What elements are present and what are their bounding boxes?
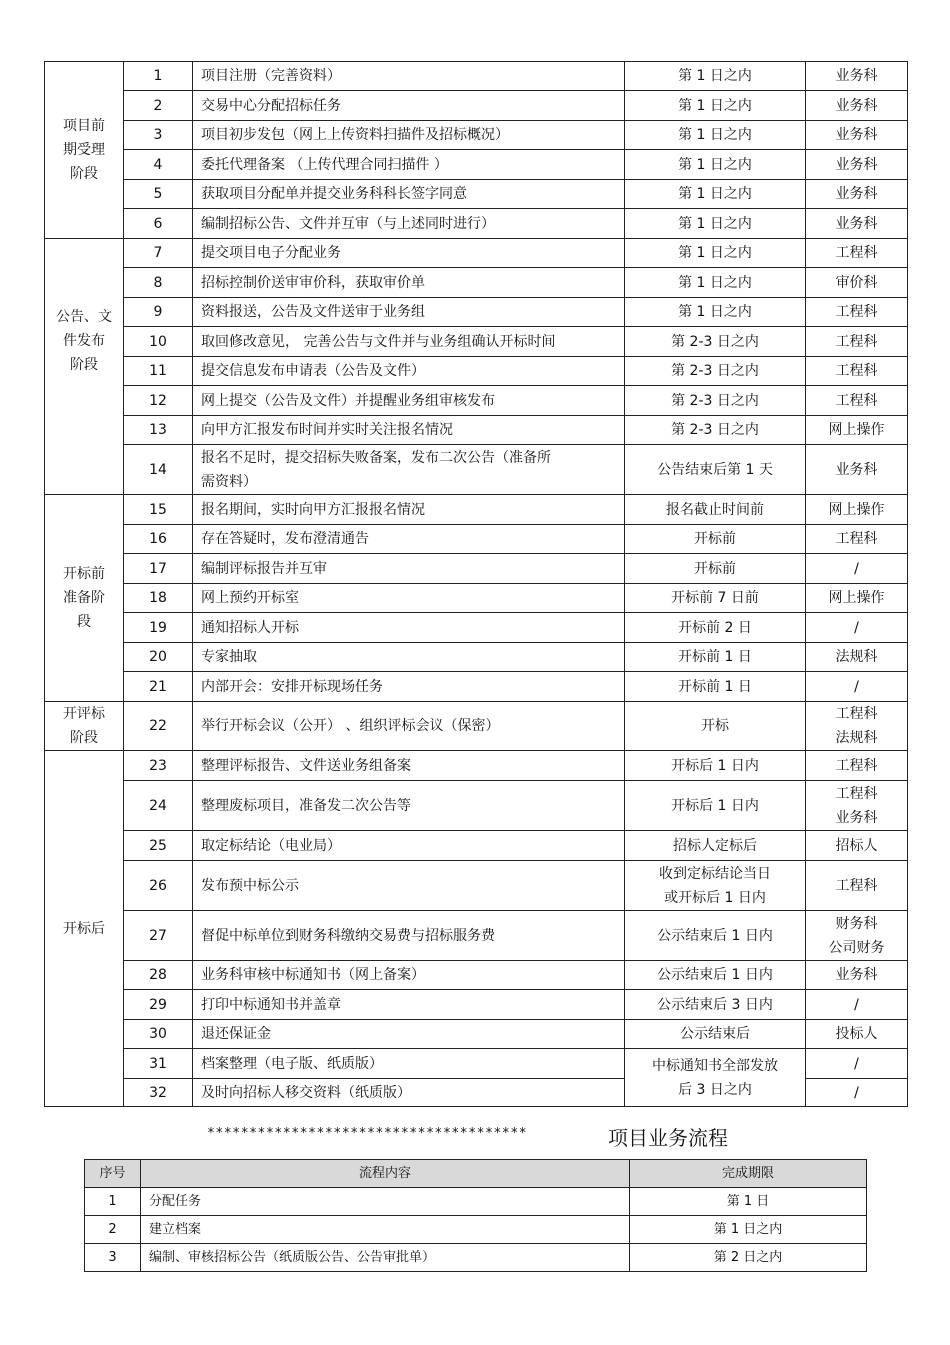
row-period: 第 2-3 日之内: [625, 327, 806, 357]
row-period: 第 1 日之内: [630, 1216, 867, 1244]
row-number: 5: [124, 180, 193, 209]
row-period: 开标前 2 日: [625, 613, 806, 643]
row-content: 督促中标单位到财务科缴纳交易费与招标服务费: [193, 911, 625, 961]
row-content: 报名期间，实时向甲方汇报报名情况: [193, 495, 625, 525]
row-number: 24: [124, 781, 193, 831]
row-dept: 业务科: [806, 91, 908, 121]
row-content: 提交信息发布申请表（公告及文件）: [193, 357, 625, 386]
header-deadline: 完成期限: [630, 1160, 867, 1188]
row-content: 编制招标公告、文件并互审（与上述同时进行）: [193, 209, 625, 239]
row-dept: 工程科: [806, 327, 908, 357]
row-period: 第 2-3 日之内: [625, 416, 806, 445]
stage-cell: 开标前 准备阶 段: [45, 495, 124, 702]
row-number: 22: [124, 702, 193, 751]
row-dept: 工程科: [806, 861, 908, 911]
stage-cell: 开评标 阶段: [45, 702, 124, 751]
row-dept: /: [806, 1079, 908, 1107]
row-dept: /: [806, 554, 908, 584]
row-period: 第 1 日之内: [625, 150, 806, 180]
row-dept: 投标人: [806, 1020, 908, 1049]
row-period: 公示结束后: [625, 1020, 806, 1049]
row-content: 档案整理（电子版、纸质版）: [193, 1049, 625, 1079]
row-content: 内部开会：安排开标现场任务: [193, 672, 625, 702]
row-content: 取定标结论（电业局）: [193, 831, 625, 861]
row-period: 第 2-3 日之内: [625, 357, 806, 386]
row-period: 开标前 7 日前: [625, 584, 806, 613]
row-period: 公示结束后 1 日内: [625, 911, 806, 961]
row-period: 公示结束后 1 日内: [625, 961, 806, 990]
row-number: 15: [124, 495, 193, 525]
row-period: 第 1 日之内: [625, 91, 806, 121]
row-number: 2: [85, 1216, 141, 1244]
row-number: 1: [85, 1188, 141, 1216]
row-number: 7: [124, 239, 193, 268]
header-content: 流程内容: [141, 1160, 630, 1188]
row-content: 整理评标报告、文件送业务组备案: [193, 751, 625, 781]
row-dept: 审价科: [806, 268, 908, 298]
row-content: 网上预约开标室: [193, 584, 625, 613]
header-number: 序号: [85, 1160, 141, 1188]
row-content: 举行开标会议（公开） 、组织评标会议（保密）: [193, 702, 625, 751]
row-content: 通知招标人开标: [193, 613, 625, 643]
row-dept: 网上操作: [806, 584, 908, 613]
row-period: 第 1 日之内: [625, 121, 806, 150]
row-period: 第 1 日之内: [625, 268, 806, 298]
row-dept: 业务科: [806, 62, 908, 91]
row-content: 编制评标报告并互审: [193, 554, 625, 584]
row-number: 2: [124, 91, 193, 121]
row-content: 报名不足时，提交招标失败备案，发布二次公告（准备所 需资料）: [193, 445, 625, 495]
row-content: 取回修改意见， 完善公告与文件并与业务组确认开标时间: [193, 327, 625, 357]
row-dept: 业务科: [806, 445, 908, 495]
row-number: 6: [124, 209, 193, 239]
row-number: 23: [124, 751, 193, 781]
row-content: 分配任务: [141, 1188, 630, 1216]
row-number: 4: [124, 150, 193, 180]
row-content: 及时向招标人移交资料（纸质版）: [193, 1079, 625, 1107]
row-dept: 业务科: [806, 121, 908, 150]
row-dept: 网上操作: [806, 495, 908, 525]
row-number: 30: [124, 1020, 193, 1049]
row-period: 开标前: [625, 554, 806, 584]
row-content: 项目初步发包（网上上传资料扫描件及招标概况）: [193, 121, 625, 150]
row-content: 建立档案: [141, 1216, 630, 1244]
row-content: 发布预中标公示: [193, 861, 625, 911]
row-period: 第 1 日之内: [625, 298, 806, 327]
row-dept: /: [806, 613, 908, 643]
row-period: 开标前: [625, 525, 806, 554]
row-dept: 工程科: [806, 298, 908, 327]
row-dept: /: [806, 990, 908, 1020]
row-content: 获取项目分配单并提交业务科科长签字同意: [193, 180, 625, 209]
row-dept: 工程科: [806, 751, 908, 781]
row-dept: 招标人: [806, 831, 908, 861]
row-period: 开标前 1 日: [625, 672, 806, 702]
row-period: 公告结束后第 1 天: [625, 445, 806, 495]
row-number: 21: [124, 672, 193, 702]
row-period: 中标通知书全部发放 后 3 日之内: [625, 1049, 806, 1107]
row-dept: 财务科 公司财务: [806, 911, 908, 961]
row-number: 3: [124, 121, 193, 150]
row-content: 提交项目电子分配业务: [193, 239, 625, 268]
row-content: 交易中心分配招标任务: [193, 91, 625, 121]
row-number: 13: [124, 416, 193, 445]
row-dept: 工程科: [806, 386, 908, 416]
row-number: 3: [85, 1244, 141, 1272]
row-content: 退还保证金: [193, 1020, 625, 1049]
row-content: 专家抽取: [193, 643, 625, 672]
row-dept: 工程科 法规科: [806, 702, 908, 751]
row-content: 编制、审核招标公告（纸质版公告、公告审批单）: [141, 1244, 630, 1272]
row-number: 25: [124, 831, 193, 861]
row-dept: 工程科: [806, 525, 908, 554]
process-table: [44, 61, 908, 1107]
row-content: 整理废标项目，准备发二次公告等: [193, 781, 625, 831]
row-dept: 网上操作: [806, 416, 908, 445]
row-dept: /: [806, 672, 908, 702]
row-number: 28: [124, 961, 193, 990]
stage-cell: 项目前 期受理 阶段: [45, 62, 124, 239]
row-content: 委托代理备案 （上传代理合同扫描件 ）: [193, 150, 625, 180]
row-number: 12: [124, 386, 193, 416]
row-number: 27: [124, 911, 193, 961]
row-period: 开标后 1 日内: [625, 781, 806, 831]
row-number: 1: [124, 62, 193, 91]
row-period: 第 1 日之内: [625, 239, 806, 268]
row-dept: 工程科: [806, 239, 908, 268]
row-content: 资料报送，公告及文件送审于业务组: [193, 298, 625, 327]
row-period: 第 2-3 日之内: [625, 386, 806, 416]
row-number: 11: [124, 357, 193, 386]
row-dept: /: [806, 1049, 908, 1079]
row-period: 开标: [625, 702, 806, 751]
row-content: 业务科审核中标通知书（网上备案）: [193, 961, 625, 990]
row-content: 打印中标通知书并盖章: [193, 990, 625, 1020]
row-content: 项目注册（完善资料）: [193, 62, 625, 91]
stage-cell: 公告、文 件发布 阶段: [45, 239, 124, 495]
row-number: 17: [124, 554, 193, 584]
section-title: 项目业务流程: [608, 1126, 728, 1150]
row-dept: 业务科: [806, 961, 908, 990]
row-number: 10: [124, 327, 193, 357]
row-period: 第 1 日之内: [625, 180, 806, 209]
row-content: 存在答疑时，发布澄清通告: [193, 525, 625, 554]
row-number: 32: [124, 1079, 193, 1107]
row-period: 第 1 日之内: [625, 209, 806, 239]
row-period: 公示结束后 3 日内: [625, 990, 806, 1020]
row-content: 招标控制价送审审价科，获取审价单: [193, 268, 625, 298]
row-number: 9: [124, 298, 193, 327]
row-number: 19: [124, 613, 193, 643]
row-dept: 业务科: [806, 209, 908, 239]
row-dept: 法规科: [806, 643, 908, 672]
row-period: 开标前 1 日: [625, 643, 806, 672]
row-content: 向甲方汇报发布时间并实时关注报名情况: [193, 416, 625, 445]
row-number: 16: [124, 525, 193, 554]
row-number: 29: [124, 990, 193, 1020]
row-number: 18: [124, 584, 193, 613]
row-dept: 工程科 业务科: [806, 781, 908, 831]
row-number: 26: [124, 861, 193, 911]
row-number: 20: [124, 643, 193, 672]
row-number: 14: [124, 445, 193, 495]
row-content: 网上提交（公告及文件）并提醒业务组审核发布: [193, 386, 625, 416]
row-dept: 工程科: [806, 357, 908, 386]
row-number: 31: [124, 1049, 193, 1079]
row-period: 报名截止时间前: [625, 495, 806, 525]
row-period: 第 1 日: [630, 1188, 867, 1216]
row-dept: 业务科: [806, 180, 908, 209]
row-period: 开标后 1 日内: [625, 751, 806, 781]
separator-line: **************************************: [207, 1126, 528, 1141]
project-flow-table: [84, 1159, 867, 1272]
row-period: 收到定标结论当日 或开标后 1 日内: [625, 861, 806, 911]
row-period: 招标人定标后: [625, 831, 806, 861]
row-dept: 业务科: [806, 150, 908, 180]
stage-cell: 开标后: [45, 751, 124, 1107]
row-period: 第 1 日之内: [625, 62, 806, 91]
row-number: 8: [124, 268, 193, 298]
row-period: 第 2 日之内: [630, 1244, 867, 1272]
